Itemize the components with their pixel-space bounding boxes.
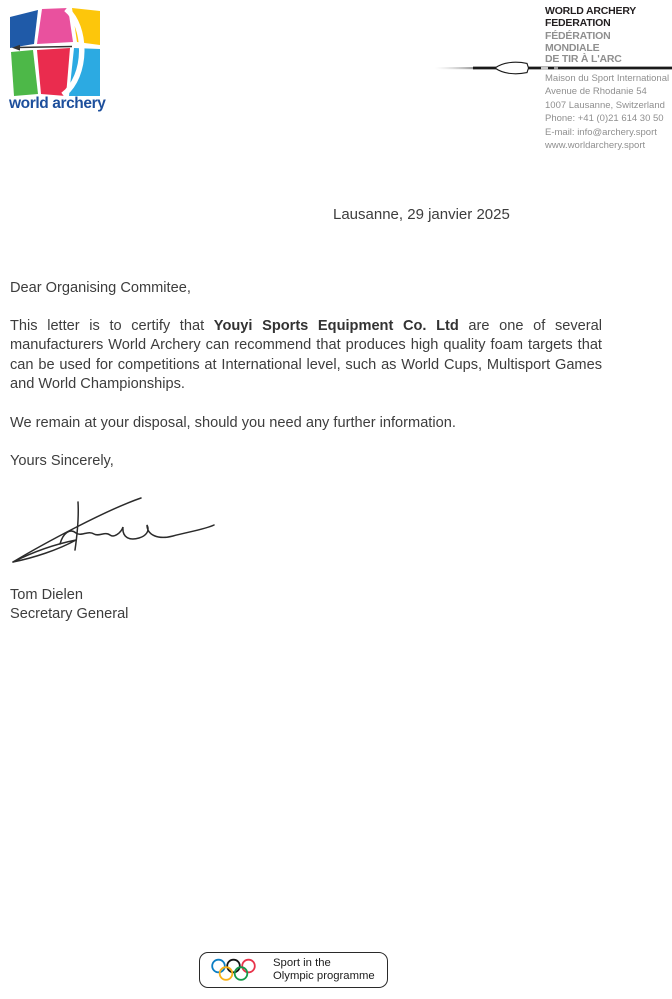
address-line-email: E-mail: info@archery.sport bbox=[545, 126, 657, 138]
address-line: Avenue de Rhodanie 54 bbox=[545, 86, 647, 98]
date-line: Lausanne, 29 janvier 2025 bbox=[333, 206, 510, 223]
signer-name: Tom Dielen bbox=[10, 587, 83, 603]
federation-name-en bbox=[545, 6, 636, 29]
federation-fr-line3: DE TIR À L'ARC bbox=[545, 53, 622, 65]
closing-line: Yours Sincerely, bbox=[10, 453, 114, 469]
disposal-line: We remain at your disposal, should you need any further information. bbox=[10, 415, 456, 431]
archery-logo-icon bbox=[10, 8, 100, 96]
federation-fr-line1: FÉDÉRATION bbox=[545, 30, 611, 42]
federation-en-line1: WORLD ARCHERY bbox=[545, 5, 637, 17]
address-line: 1007 Lausanne, Switzerland bbox=[545, 99, 665, 111]
federation-en-line2: FEDERATION bbox=[545, 16, 611, 29]
wordmark-world-archery: world archery bbox=[9, 95, 106, 112]
signer-title: Secretary General bbox=[10, 606, 129, 623]
body-paragraph bbox=[10, 317, 602, 394]
footer-line1: Sport in the bbox=[273, 956, 331, 969]
olympic-programme-label bbox=[273, 957, 375, 984]
body-text-prefix: This letter is to certify that bbox=[10, 318, 214, 334]
signature-icon bbox=[8, 488, 218, 568]
greeting: Dear Organising Commitee, bbox=[10, 280, 191, 296]
address-line: Maison du Sport International bbox=[545, 73, 670, 84]
world-archery-logo bbox=[10, 8, 100, 96]
signature-block bbox=[10, 586, 128, 625]
olympic-rings-icon bbox=[210, 957, 264, 983]
letterhead-address bbox=[545, 72, 669, 152]
footer-line2: Olympic programme bbox=[273, 970, 375, 982]
address-line-phone: Phone: +41 (0)21 614 30 50 bbox=[545, 113, 664, 125]
federation-fr-line2: MONDIALE bbox=[545, 41, 600, 54]
company-name: Youyi Sports Equipment Co. Ltd bbox=[213, 318, 459, 334]
olympic-programme-badge bbox=[199, 952, 388, 988]
body-text-suffix: are one of several manufacturers World Archery can recommend that produces high quality foam targets that can be used for competitions at International level, such as World Cups, Multisport Games and World Championships. bbox=[10, 318, 602, 392]
address-line-website: www.worldarchery.sport bbox=[545, 140, 646, 152]
